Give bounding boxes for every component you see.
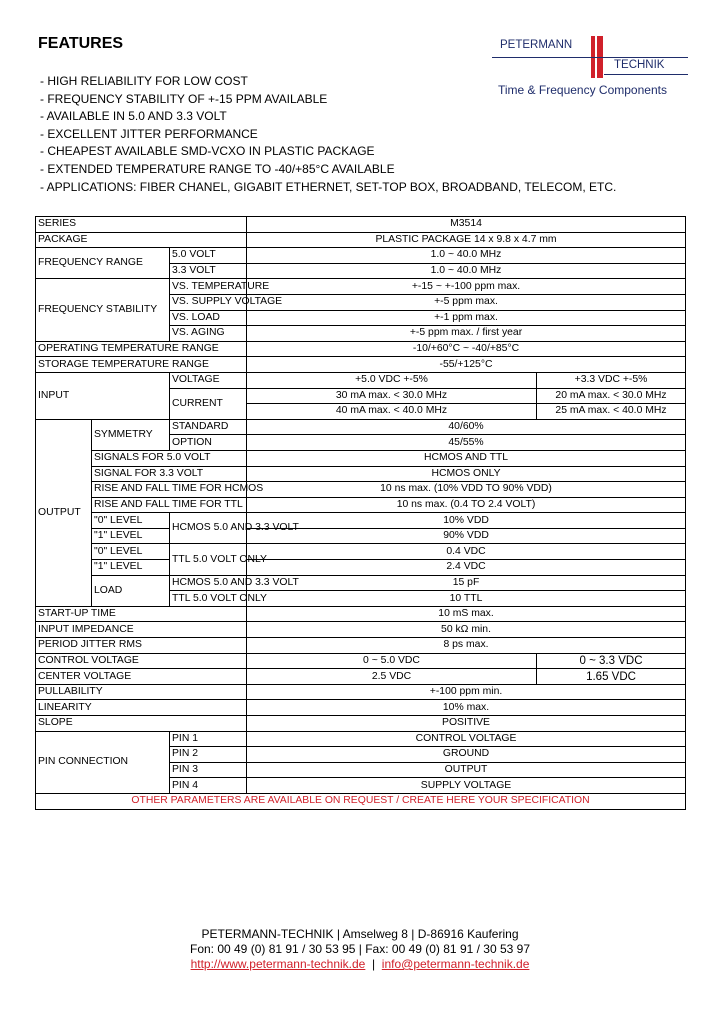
table-row bbox=[36, 279, 686, 295]
sub-label: RISE AND FALL TIME FOR TTL bbox=[92, 497, 247, 513]
sub-label: "1" LEVEL bbox=[92, 560, 170, 576]
row-value: +5.0 VDC +-5% bbox=[247, 372, 537, 388]
row-value: OUTPUT bbox=[247, 762, 686, 778]
row-value: CONTROL VOLTAGE bbox=[247, 731, 686, 747]
sub-label: OPTION bbox=[170, 435, 247, 451]
row-value: 10 TTL bbox=[247, 591, 686, 607]
row-label: OUTPUT bbox=[36, 419, 92, 606]
row-label: INPUT bbox=[36, 372, 170, 419]
table-row bbox=[36, 372, 686, 388]
table-row bbox=[36, 638, 686, 654]
row-value: -55/+125°C bbox=[247, 357, 686, 373]
row-value: HCMOS ONLY bbox=[247, 466, 686, 482]
page-title: FEATURES bbox=[38, 35, 124, 52]
row-value: 15 pF bbox=[247, 575, 686, 591]
table-row bbox=[36, 497, 686, 513]
sub-label: PIN 3 bbox=[170, 762, 247, 778]
table-row bbox=[36, 419, 686, 435]
sub-label: HCMOS 5.0 AND 3.3 VOLT bbox=[170, 575, 247, 591]
row-value: 2.4 VDC bbox=[247, 560, 686, 576]
row-value: HCMOS AND TTL bbox=[247, 450, 686, 466]
logo-tagline: Time & Frequency Components bbox=[498, 83, 667, 97]
row-value: 25 mA max. < 40.0 MHz bbox=[537, 404, 686, 420]
row-label: SERIES bbox=[36, 217, 247, 233]
sub-label: SIGNALS FOR 5.0 VOLT bbox=[92, 450, 247, 466]
logo-line1: PETERMANN bbox=[500, 39, 573, 51]
row-value: +-1 ppm max. bbox=[247, 310, 686, 326]
row-value: 45/55% bbox=[247, 435, 686, 451]
sub-label: 5.0 VOLT bbox=[170, 248, 247, 264]
table-row bbox=[36, 232, 686, 248]
table-row bbox=[36, 482, 686, 498]
footer-separator: | bbox=[365, 957, 382, 971]
sub-label: TTL 5.0 VOLT ONLY bbox=[170, 591, 247, 607]
email-link[interactable]: info@petermann-technik.de bbox=[381, 957, 530, 971]
row-label: CENTER VOLTAGE bbox=[36, 669, 247, 685]
table-row bbox=[36, 575, 686, 591]
row-value: 40 mA max. < 40.0 MHz bbox=[247, 404, 537, 420]
row-value: +3.3 VDC +-5% bbox=[537, 372, 686, 388]
row-value: 0 ~ 3.3 VDC bbox=[537, 653, 686, 669]
row-value: 10 ns max. (0.4 TO 2.4 VOLT) bbox=[247, 497, 686, 513]
row-value: 1.0 ~ 40.0 MHz bbox=[247, 248, 686, 264]
row-label: LINEARITY bbox=[36, 700, 247, 716]
row-value: 50 kΩ min. bbox=[247, 622, 686, 638]
row-value: 1.65 VDC bbox=[537, 669, 686, 685]
table-row bbox=[36, 622, 686, 638]
sub-label: VS. SUPPLY VOLTAGE bbox=[170, 294, 247, 310]
row-value: POSITIVE bbox=[247, 716, 686, 732]
table-row bbox=[36, 357, 686, 373]
row-value: 1.0 ~ 40.0 MHz bbox=[247, 263, 686, 279]
row-value: 8 ps max. bbox=[247, 638, 686, 654]
row-value: 0.4 VDC bbox=[247, 544, 686, 560]
row-value: 10% VDD bbox=[247, 513, 686, 529]
row-value: 20 mA max. < 30.0 MHz bbox=[537, 388, 686, 404]
row-label: FREQUENCY STABILITY bbox=[36, 279, 170, 341]
row-value: 2.5 VDC bbox=[247, 669, 537, 685]
table-row bbox=[36, 466, 686, 482]
sub-label: STANDARD bbox=[170, 419, 247, 435]
feature-item: - AVAILABLE IN 5.0 AND 3.3 VOLT bbox=[40, 109, 227, 124]
row-value: +-5 ppm max. / first year bbox=[247, 326, 686, 342]
row-label: PERIOD JITTER RMS bbox=[36, 638, 247, 654]
sub-label: VS. LOAD bbox=[170, 310, 247, 326]
feature-item: - EXCELLENT JITTER PERFORMANCE bbox=[40, 126, 258, 141]
table-row bbox=[36, 450, 686, 466]
sub-label: SIGNAL FOR 3.3 VOLT bbox=[92, 466, 247, 482]
sub-label: VS. TEMPERATURE bbox=[170, 279, 247, 295]
sub-label: PIN 2 bbox=[170, 747, 247, 763]
logo-rule bbox=[492, 57, 688, 58]
table-row bbox=[36, 544, 686, 560]
logo-line2: TECHNIK bbox=[614, 59, 665, 71]
table-row bbox=[36, 684, 686, 700]
table-row bbox=[36, 606, 686, 622]
row-value: 40/60% bbox=[247, 419, 686, 435]
feature-item: - FREQUENCY STABILITY OF +-15 PPM AVAILABLE bbox=[40, 91, 328, 106]
table-row bbox=[36, 528, 686, 544]
row-label: PULLABILITY bbox=[36, 684, 247, 700]
sub-label: VS. AGING bbox=[170, 326, 247, 342]
row-label: PIN CONNECTION bbox=[36, 731, 170, 793]
feature-list bbox=[40, 73, 616, 196]
sub-label: HCMOS 5.0 AND 3.3 VOLT bbox=[170, 513, 247, 544]
website-link[interactable]: http://www.petermann-technik.de bbox=[190, 957, 366, 971]
table-row bbox=[36, 700, 686, 716]
row-value: 10% max. bbox=[247, 700, 686, 716]
sub-label: PIN 1 bbox=[170, 731, 247, 747]
row-label: INPUT IMPEDANCE bbox=[36, 622, 247, 638]
table-row bbox=[36, 560, 686, 576]
row-value: 90% VDD bbox=[247, 528, 686, 544]
row-value: 10 ns max. (10% VDD TO 90% VDD) bbox=[247, 482, 686, 498]
sub-label: CURRENT bbox=[170, 388, 247, 419]
row-value: GROUND bbox=[247, 747, 686, 763]
sub-label: TTL 5.0 VOLT ONLY bbox=[170, 544, 247, 575]
table-row bbox=[36, 341, 686, 357]
footer-address: PETERMANN-TECHNIK | Amselweg 8 | D-86916 Kaufering bbox=[201, 927, 519, 941]
spec-table bbox=[35, 216, 686, 810]
row-label: OPERATING TEMPERATURE RANGE bbox=[36, 341, 247, 357]
request-note: OTHER PARAMETERS ARE AVAILABLE ON REQUEST / CREATE HERE YOUR SPECIFICATION bbox=[36, 793, 686, 809]
sub-label: "1" LEVEL bbox=[92, 528, 170, 544]
logo-rule-2 bbox=[604, 74, 688, 75]
feature-item: - HIGH RELIABILITY FOR LOW COST bbox=[40, 74, 248, 88]
row-value: 10 mS max. bbox=[247, 606, 686, 622]
table-row bbox=[36, 513, 686, 529]
table-row bbox=[36, 248, 686, 264]
row-value: SUPPLY VOLTAGE bbox=[247, 778, 686, 794]
sub-label: PIN 4 bbox=[170, 778, 247, 794]
feature-item: - CHEAPEST AVAILABLE SMD-VCXO IN PLASTIC PACKAGE bbox=[40, 144, 375, 159]
row-value: +-100 ppm min. bbox=[247, 684, 686, 700]
row-value: M3514 bbox=[247, 217, 686, 233]
row-label: FREQUENCY RANGE bbox=[36, 248, 170, 279]
table-row bbox=[36, 669, 686, 685]
sub-label: SYMMETRY bbox=[92, 419, 170, 450]
footer-phone: Fon: 00 49 (0) 81 91 / 30 53 95 | Fax: 00 49 (0) 81 91 / 30 53 97 bbox=[189, 942, 530, 956]
table-row bbox=[36, 731, 686, 747]
footer-links bbox=[0, 957, 720, 971]
row-value: +-15 ~ +-100 ppm max. bbox=[247, 279, 686, 295]
row-label: PACKAGE bbox=[36, 232, 247, 248]
sub-label: RISE AND FALL TIME FOR HCMOS bbox=[92, 482, 247, 498]
sub-label: "0" LEVEL bbox=[92, 513, 170, 529]
row-label: STORAGE TEMPERATURE RANGE bbox=[36, 357, 247, 373]
row-label: START-UP TIME bbox=[36, 606, 247, 622]
feature-item: - APPLICATIONS: FIBER CHANEL, GIGABIT ETHERNET, SET-TOP BOX, BROADBAND, TELECOM, ETC. bbox=[40, 179, 617, 194]
feature-item: - EXTENDED TEMPERATURE RANGE TO -40/+85°C AVAILABLE bbox=[40, 161, 395, 176]
row-value: 30 mA max. < 30.0 MHz bbox=[247, 388, 537, 404]
row-label: CONTROL VOLTAGE bbox=[36, 653, 247, 669]
sub-label: 3.3 VOLT bbox=[170, 263, 247, 279]
table-row bbox=[36, 653, 686, 669]
table-row bbox=[36, 793, 686, 809]
row-value: +-5 ppm max. bbox=[247, 294, 686, 310]
table-row bbox=[36, 217, 686, 233]
row-label: SLOPE bbox=[36, 716, 247, 732]
row-value: PLASTIC PACKAGE 14 x 9.8 x 4.7 mm bbox=[247, 232, 686, 248]
sub-label: VOLTAGE bbox=[170, 372, 247, 388]
row-value: -10/+60°C ~ -40/+85°C bbox=[247, 341, 686, 357]
table-row bbox=[36, 716, 686, 732]
sub-label: "0" LEVEL bbox=[92, 544, 170, 560]
sub-label: LOAD bbox=[92, 575, 170, 606]
row-value: 0 ~ 5.0 VDC bbox=[247, 653, 537, 669]
